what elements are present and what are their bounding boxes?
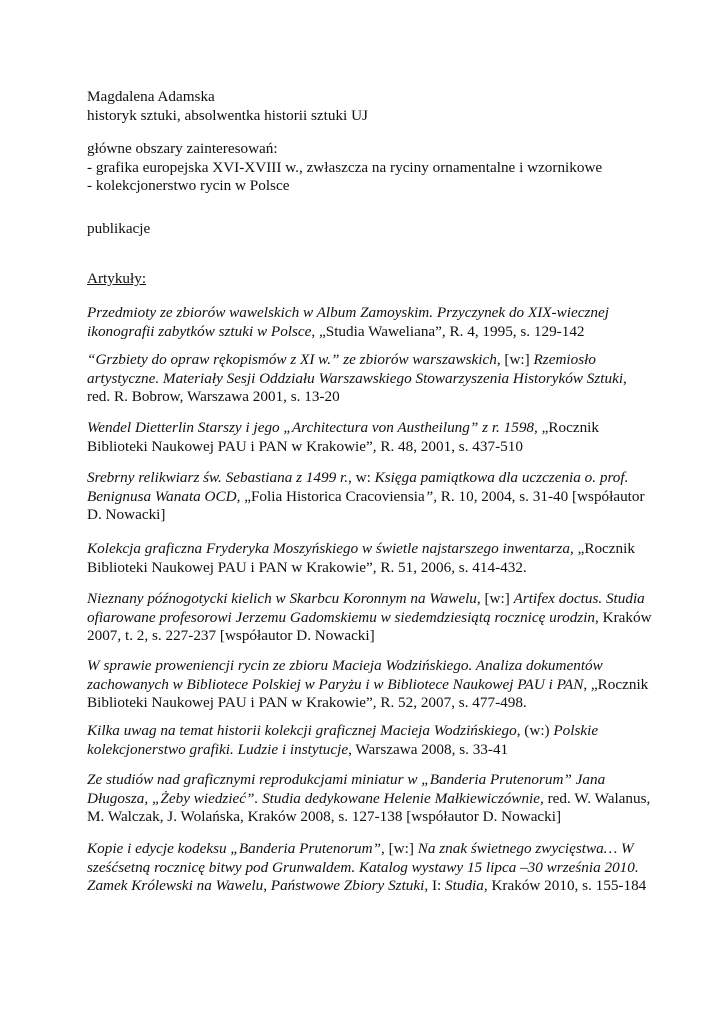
author-name: Magdalena Adamska — [87, 88, 215, 105]
citation-text: R. 10, 2004, s. 31-40 [współautor — [437, 487, 645, 505]
italic-title-text: Ze studiów nad graficznymi reprodukcjami miniatur w „Banderia Prutenorum” Jana — [87, 771, 606, 788]
italic-title-text: Kolekcja graficzna Fryderyka Moszyńskiego w świetle najstarszego inwentarza — [87, 540, 570, 557]
articles-heading-block — [87, 270, 647, 289]
citation-text: Biblioteki Naukowej PAU i PAN w Krakowie”, R. 52, 2007, s. 477-498. — [87, 694, 527, 711]
article-line — [87, 808, 647, 827]
italic-title-text: ikonografii zabytków sztuki w Polsce — [87, 322, 312, 340]
italic-title-text: Kilka uwag na temat historii kolekcji graficznej Macieja Wodzińskiego — [87, 722, 517, 739]
citation-text: , red. W. Walanus, — [540, 789, 651, 807]
citation-text: M. Walczak, J. Wolańska, Kraków 2008, s. 127-138 [współautor D. Nowacki] — [87, 808, 562, 825]
publications-label: publikacje — [87, 220, 151, 237]
author-header — [87, 88, 647, 125]
italic-title-text: Kopie i edycje kodeksu „Banderia Prutenorum” — [87, 840, 381, 857]
italic-title-text: Benignusa Wanata OCD — [87, 487, 237, 505]
article-entry — [87, 722, 647, 759]
article-entry — [87, 419, 647, 456]
citation-text: , w: — [348, 469, 375, 486]
italic-title-text: artystyczne. Materiały Sesji Oddziału Warszawskiego Stowarzyszenia Historyków Sztuki — [87, 369, 624, 387]
article-line — [87, 559, 647, 578]
italic-title-text: “Grzbiety do opraw rękopismów z XI w.” ze zbiorów warszawskich — [87, 351, 497, 368]
citation-text: , Kraków 2010, s. 155-184 — [483, 877, 647, 894]
italic-title-text: sześćsetną rocznicę bitwy pod Grunwaldem. Katalog wystawy 15 lipca –30 września 2010. — [87, 858, 639, 876]
italic-title-text: Artifex doctus. Studia — [513, 590, 645, 607]
article-line — [87, 388, 647, 407]
article-entry — [87, 590, 652, 646]
citation-text: , Warszawa 2008, s. 33-41 — [348, 740, 509, 758]
article-entry — [87, 771, 651, 827]
italic-title-text: Długosza, „Żeby wiedzieć”. Studia dedykowane Helenie Małkiewiczównie — [87, 789, 541, 807]
citation-text: 2007, t. 2, s. 227-237 [współautor D. Nowacki] — [87, 627, 375, 644]
citation-text: red. R. Bobrow, Warszawa 2001, s. 13-20 — [87, 388, 340, 405]
article-line — [87, 789, 651, 809]
article-line — [87, 771, 647, 790]
interests-section — [87, 140, 647, 196]
citation-text: Biblioteki Naukowej PAU i PAN w Krakowie”, R. 48, 2001, s. 437-510 — [87, 437, 523, 455]
article-entry — [87, 657, 647, 713]
citation-text: , „Folia Historica Cracoviensia — [236, 487, 425, 505]
italic-title-text: kolekcjonerstwo grafiki. Ludzie i instytucje — [87, 740, 349, 758]
author-title: historyk sztuki, absolwentka historii sztuki UJ — [87, 106, 368, 124]
article-line — [87, 438, 647, 457]
article-line — [87, 840, 647, 859]
article-entry — [87, 540, 647, 577]
citation-text: , — [623, 369, 627, 387]
citation-text: , (w:) — [516, 722, 554, 739]
italic-title-text: ofiarowane profesorowi Jerzemu Gadomskiemu w siedemdziesiątą rocznicę urodzin — [87, 608, 596, 626]
citation-text: , I: — [424, 877, 446, 894]
interest-item: - kolekcjonerstwo rycin w Polsce — [87, 177, 290, 194]
italic-title-text: Polskie — [553, 722, 599, 739]
article-entry — [87, 351, 647, 407]
article-entry — [87, 304, 647, 341]
article-line — [87, 590, 647, 609]
article-line — [87, 877, 647, 896]
article-line — [87, 676, 647, 695]
italic-title-text: Przedmioty ze zbiorów wawelskich w Album Zamoyskim. Przyczynek do XIX-wiecznej — [87, 304, 609, 321]
interests-heading: główne obszary zainteresowań: — [87, 140, 278, 157]
article-line — [87, 657, 647, 676]
italic-title-text: W sprawie proweniencji rycin ze zbioru Macieja Wodzińskiego. Analiza dokumentów — [87, 657, 603, 674]
citation-text: , „Studia Waweliana”, R. 4, 1995, s. 129-142 — [311, 322, 585, 340]
citation-text: Biblioteki Naukowej PAU i PAN w Krakowie”, R. 51, 2006, s. 414-432. — [87, 558, 527, 576]
article-line — [87, 419, 647, 438]
article-line — [87, 694, 647, 713]
citation-text: , „Rocznik — [534, 419, 599, 436]
article-line — [87, 370, 647, 389]
citation-text: , Kraków — [595, 608, 652, 626]
articles-heading: Artykuły: — [87, 270, 147, 287]
italic-title-text: Studia — [445, 877, 484, 894]
citation-text: D. Nowacki] — [87, 506, 166, 523]
publications-label-block — [87, 220, 647, 239]
article-line — [87, 506, 647, 525]
italic-title-text: Nieznany późnogotycki kielich w Skarbcu Koronnym na Wawelu — [87, 590, 477, 607]
italic-title-text: Księga pamiątkowa dla uczczenia o. prof. — [374, 469, 629, 486]
citation-text: , [w:] — [381, 840, 418, 857]
article-line — [87, 323, 647, 342]
italic-title-text: ”, — [424, 487, 437, 505]
interest-item: - grafika europejska XVI-XVIII w., zwłaszcza na ryciny ornamentalne i wzornikowe — [87, 158, 603, 176]
italic-title-text: Rzemiosło — [533, 351, 596, 368]
italic-title-text: Zamek Królewski na Wawelu, Państwowe Zbiory Sztuki — [87, 877, 425, 894]
article-entry — [87, 840, 647, 896]
article-line — [87, 469, 647, 488]
article-line — [87, 722, 647, 741]
article-line — [87, 304, 647, 323]
article-line — [87, 608, 652, 628]
article-entry — [87, 469, 647, 525]
citation-text: , [w:] — [476, 590, 514, 607]
article-line — [87, 627, 647, 646]
citation-text: , „Rocznik — [570, 540, 635, 557]
article-line — [87, 741, 647, 760]
italic-title-text: Na znak świetnego zwycięstwa… W — [417, 840, 634, 857]
citation-text: , [w:] — [496, 351, 534, 368]
italic-title-text: Wendel Dietterlin Starszy i jego „Architectura von Austheilung” z r. 1598 — [87, 419, 535, 436]
italic-title-text: zachowanych w Bibliotece Polskiej w Paryżu i w Bibliotece Naukowej PAU i PAN — [87, 675, 584, 693]
article-line — [87, 540, 647, 559]
article-line — [87, 859, 647, 878]
article-line — [87, 488, 647, 507]
citation-text: , „Rocznik — [583, 675, 649, 693]
article-line — [87, 351, 647, 370]
italic-title-text: Srebrny relikwiarz św. Sebastiana z 1499 r. — [87, 469, 349, 486]
